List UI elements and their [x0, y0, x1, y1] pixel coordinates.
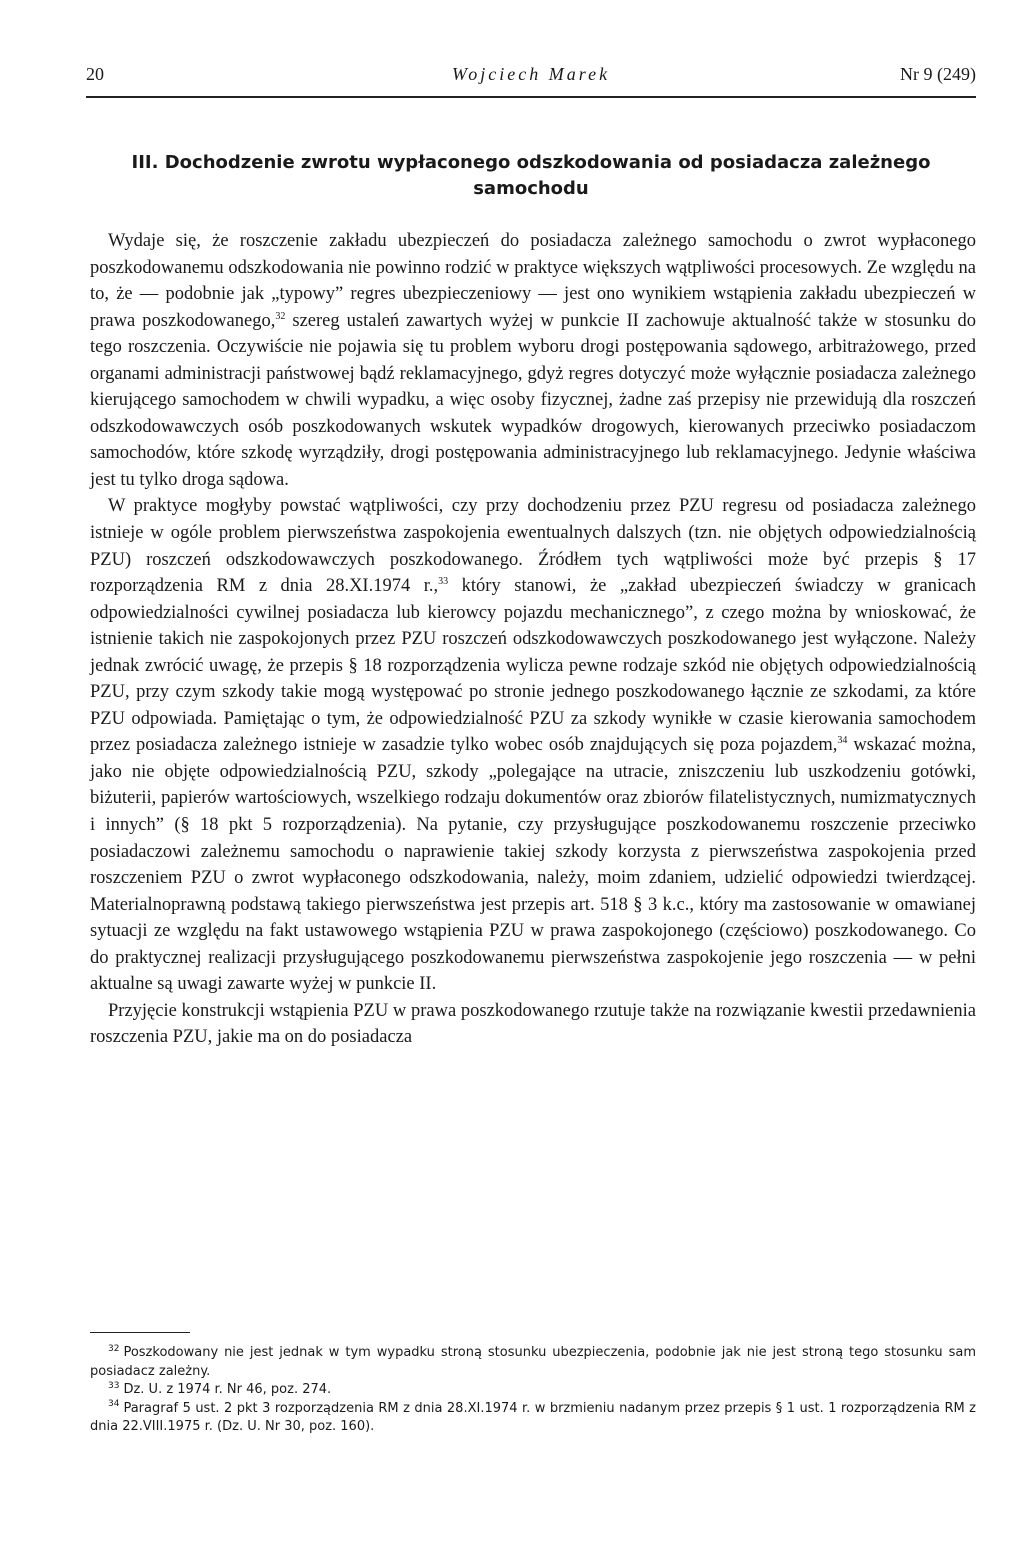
footnote-number: 33 — [108, 1380, 120, 1391]
section-title-line-1: III. Dochodzenie zwrotu wypłaconego odszkodowania od posiadacza zależnego — [131, 152, 931, 173]
paragraph-2-text-b: który stanowi, że „zakład ubezpieczeń świadczy w granicach odpowiedzialności cywilnej posiadacza lub kierowcy pojazdu mechanicznego”, z czego można by wnioskować, że istnienie takich nie zaspokojonych przez PZU roszczeń odszkodowawczych poszkodowanego jest wyłączone. Należy jednak zwrócić uwagę, że przepis § 18 rozporządzenia wylicza pewne rodzaje szkód nie objętych odpowiedzialnością PZU, przy czym szkody takie mogą występować po stronie jednego poszkodowanego łącznie ze szkodami, za które PZU odpowiada. Pamiętając o tym, że odpowiedzialność PZU za szkody wynikłe w czasie kierowania samochodem przez posiadacza zależnego istnieje w zasadzie tylko wobec osób znajdujących się poza pojazdem, — [90, 576, 976, 756]
footnote-text: Paragraf 5 ust. 2 pkt 3 rozporządzenia RM z dnia 28.XI.1974 r. w brzmieniu nadanym przez przepis § 1 ust. 1 rozporządzenia RM z dnia 22.VIII.1975 r. (Dz. U. Nr 30, poz. 160). — [90, 1400, 976, 1434]
footnote-rule — [90, 1332, 190, 1333]
paragraph-2-text-c: wskazać można, jako nie objęte odpowiedzialnością PZU, szkody „polegające na utracie, zniszczeniu lub uszkodzeniu gotówki, biżuterii, papierów wartościowych, wszelkiego rodzaju dokumentów oraz zbiorów filatelistycznych, numizmatycznych i innych” (§ 18 pkt 5 rozporządzenia). Na pytanie, czy przysługujące poszkodowanemu roszczenie przeciwko posiadaczowi zależnemu samochodu o naprawienie takiej szkody korzysta z pierwszeństwa zaspokojenia przed roszczeniem PZU o zwrot wypłaconego odszkodowania, należy, moim zdaniem, udzielić odpowiedzi twierdzącej. Materialnoprawną podstawą takiego pierwszeństwa jest przepis art. 518 § 3 k.c., który ma zastosowanie w omawianej sytuacji ze względu na fakt ustawowego wstąpienia PZU w prawa zaspokojonego (częściowo) poszkodowanego. Co do praktycznej realizacji przysługującego poszkodowanemu pierwszeństwa zaspokojenie jego roszczenia — w pełni aktualne są uwagi zawarte wyżej w punkcie II. — [90, 735, 976, 995]
footnote-number: 34 — [108, 1399, 120, 1410]
footnote-text: Dz. U. z 1974 r. Nr 46, poz. 274. — [123, 1382, 332, 1397]
footnote-ref-32[interactable]: 32 — [275, 310, 286, 322]
paragraph-2 — [90, 493, 976, 997]
footnote-ref-34[interactable]: 34 — [837, 735, 848, 747]
section-title — [86, 150, 976, 202]
paragraph-1-text-a: Wydaje się, że roszczenie zakładu ubezpieczeń do posiadacza zależnego samochodu o zwrot wypłaconego poszkodowanemu odszkodowania nie powinno rodzić w praktyce większych wątpliwości procesowych. Ze względu na to, że — podobnie jak „typowy” regres ubezpieczeniowy — jest ono wynikiem wstąpienia zakładu ubezpieczeń w prawa poszkodowanego, — [90, 231, 976, 331]
paragraph-3 — [90, 998, 976, 1051]
footnote-33 — [90, 1381, 976, 1400]
footnote-text: Poszkodowany nie jest jednak w tym wypadku stroną stosunku ubezpieczenia, podobnie jak nie jest stroną tego stosunku sam posiadacz zależny. — [90, 1345, 976, 1379]
paragraph-1-text-b: szereg ustaleń zawartych wyżej w punkcie II zachowuje aktualność także w stosunku do tego roszczenia. Oczywiście nie pojawia się tu problem wyboru drogi postępowania sądowego, arbitrażowego, przed organami administracji państwowej bądź reklamacyjnego, gdyż regres dotyczyć może wyłącznie posiadacza zależnego kierującego samochodem w chwili wypadku, a więc osoby fizycznej, żadne zaś przepisy nie przewidują dla roszczeń odszkodowawczych osób poszkodowanych wskutek wypadków drogowych, kierowanych przeciwko posiadaczom samochodów, które szkodę wyrządziły, drogi postępowania administracyjnego lub reklamacyjnego. Jedynie właściwa jest tu tylko droga sądowa. — [90, 310, 977, 490]
running-head-author: Wojciech Marek — [451, 64, 611, 84]
running-head — [86, 64, 976, 92]
section-title-line-2: samochodu — [473, 178, 589, 199]
footnote-32 — [90, 1344, 976, 1381]
body-text — [90, 228, 976, 1051]
header-rule — [86, 96, 976, 98]
footnote-34 — [90, 1400, 976, 1437]
footnote-ref-33[interactable]: 33 — [438, 575, 449, 587]
running-head-issue: Nr 9 (249) — [900, 64, 976, 84]
footnotes — [90, 1344, 976, 1437]
paragraph-2-text-a: W praktyce mogłyby powstać wątpliwości, czy przy dochodzeniu przez PZU regresu od posiadacza zależnego istnieje w ogóle problem pierwszeństwa zaspokojenia ewentualnych dalszych (tzn. nie objętych odpowiedzialnością PZU) roszczeń odszkodowawczych poszkodowanego. Źródłem tych wątpliwości może być przepis § 17 rozporządzenia RM z dnia 28.XI.1974 r., — [90, 496, 976, 597]
paragraph-1 — [90, 228, 976, 493]
page-number: 20 — [86, 64, 104, 84]
footnote-number: 32 — [108, 1343, 120, 1354]
paragraph-3-text: Przyjęcie konstrukcji wstąpienia PZU w prawa poszkodowanego rzutuje także na rozwiązanie kwestii przedawnienia roszczenia PZU, jakie ma on do posiadacza — [90, 1000, 976, 1048]
